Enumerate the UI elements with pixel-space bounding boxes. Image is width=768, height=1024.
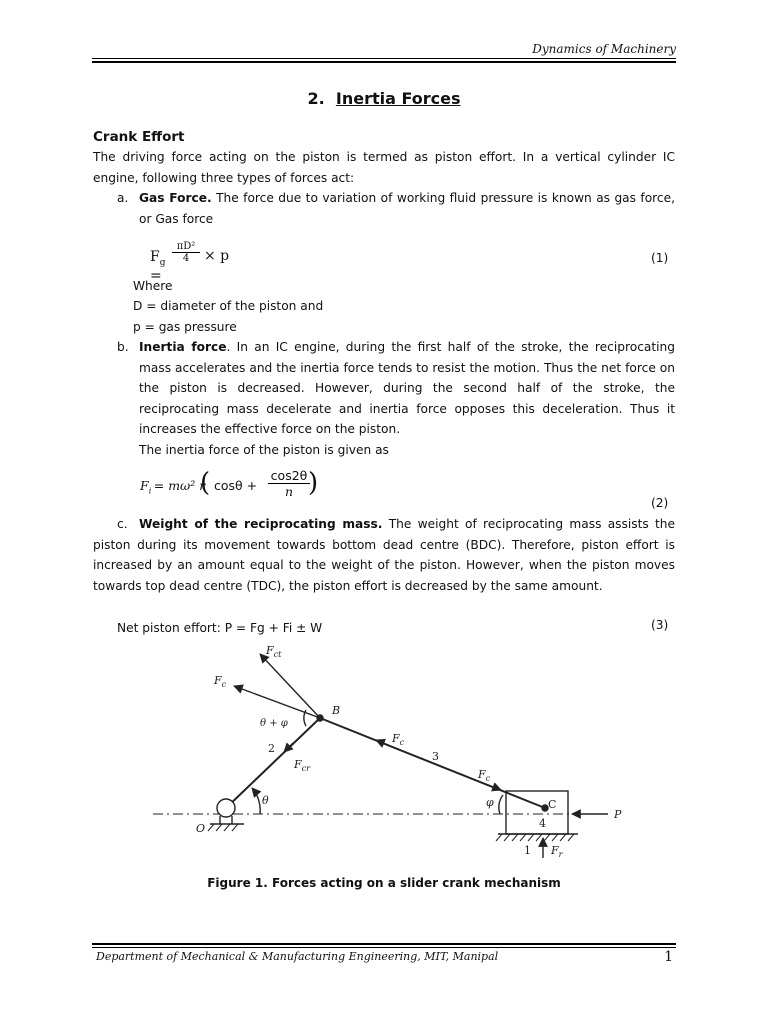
slider-crank-figure bbox=[148, 638, 642, 860]
equation-number-3: (3) bbox=[651, 618, 669, 632]
item-b-term: Inertia force bbox=[139, 340, 227, 354]
equation-inertia-force: $F_i = m\omega^2$ r ( cosθ + cos2θ n ) bbox=[140, 468, 319, 499]
pivot-o bbox=[217, 799, 235, 817]
label-fc-top: $F_c$ bbox=[214, 674, 227, 689]
crank-arrow bbox=[284, 743, 293, 752]
item-c-paragraph bbox=[93, 514, 675, 596]
angle-arc-phi bbox=[499, 795, 503, 814]
rod-arrow-lower bbox=[488, 785, 501, 790]
crank-link bbox=[226, 718, 320, 808]
chapter-number: 2. bbox=[307, 89, 325, 108]
item-b-text: . In an IC engine, during the first half of the stroke, the reciprocating mass accelerates and the inertia force tends to resist the motion. Thus the net force on the piston is decreased. However, during the second half of the stroke, the reciprocating mass decelerate and inertia force opposes this deceleration. Thus it increases the effective force on the piston. bbox=[139, 340, 675, 437]
label-theta: θ bbox=[262, 794, 269, 807]
item-b-marker: b. bbox=[117, 340, 129, 354]
page-number: 1 bbox=[664, 949, 673, 965]
label-angle-top: θ + φ bbox=[260, 718, 288, 729]
label-link-3: 3 bbox=[432, 750, 439, 763]
definition-pressure: p = gas pressure bbox=[133, 320, 237, 334]
inertia-equation-lead: The inertia force of the piston is given as bbox=[139, 443, 389, 457]
ground-o-hatch bbox=[208, 824, 238, 831]
label-fc-link: $F_c$ bbox=[392, 732, 405, 747]
label-o: O bbox=[196, 822, 206, 835]
label-phi: φ bbox=[486, 796, 494, 809]
item-a-paragraph bbox=[139, 188, 675, 229]
slider-block bbox=[506, 791, 568, 834]
rod-arrow-upper bbox=[376, 740, 388, 745]
running-header: Dynamics of Machinery bbox=[532, 42, 676, 56]
force-fct-arrow bbox=[260, 654, 320, 718]
net-piston-effort: Net piston effort: P = Fg + Fi ± W bbox=[117, 621, 323, 635]
item-c-text: The weight of reciprocating mass assists the piston during its movement towards bottom dead centre (BDC). Therefore, piston effort is increased by an amount equal to the weight of the piston. However, when the piston moves towards top dead centre (TDC), the piston effort is decreased by the same amount. bbox=[93, 517, 676, 593]
header-rule-thick bbox=[92, 61, 676, 63]
header-rule bbox=[92, 58, 676, 59]
equation-number-1: (1) bbox=[651, 251, 669, 265]
footer-rule bbox=[92, 947, 676, 948]
definition-diameter: D = diameter of the piston and bbox=[133, 299, 324, 313]
label-link-1: 1 bbox=[524, 844, 531, 857]
label-b: B bbox=[332, 704, 341, 717]
item-a-marker: a. bbox=[117, 191, 129, 205]
label-p: P bbox=[614, 808, 622, 821]
item-a-text: The force due to variation of working fluid pressure is known as gas force, or Gas force bbox=[139, 191, 675, 226]
angle-arc-theta bbox=[252, 788, 260, 814]
label-fc-right: $F_c$ bbox=[478, 768, 491, 783]
connecting-rod bbox=[320, 718, 545, 808]
label-fr: $F_r$ bbox=[551, 844, 563, 859]
figure-caption: Figure 1. Forces acting on a slider crank mechanism bbox=[207, 876, 561, 890]
chapter-title bbox=[0, 89, 768, 108]
chapter-title-text: Inertia Forces bbox=[335, 89, 461, 108]
label-link-2: 2 bbox=[268, 742, 275, 755]
item-c-marker: c. bbox=[117, 517, 128, 531]
item-a-term: Gas Force. bbox=[139, 191, 212, 205]
item-c-term: Weight of the reciprocating mass. bbox=[139, 517, 383, 531]
item-b-paragraph bbox=[139, 337, 675, 440]
label-fct: $F_{ct}$ bbox=[266, 644, 282, 659]
slider-guide-hatch bbox=[496, 834, 574, 841]
section-heading: Crank Effort bbox=[93, 129, 185, 145]
force-fc-arrow bbox=[234, 686, 320, 718]
equation-number-2: (2) bbox=[651, 496, 669, 510]
footer-department: Department of Mechanical & Manufacturing Engineering, MIT, Manipal bbox=[96, 950, 499, 963]
label-fcr: $F_{cr}$ bbox=[294, 758, 310, 773]
footer-rule-thick bbox=[92, 943, 676, 945]
intro-paragraph: The driving force acting on the piston is termed as piston effort. In a vertical cylinder IC engine, following three types of forces act: bbox=[93, 150, 675, 185]
pin-b bbox=[317, 715, 323, 721]
label-c: C bbox=[548, 798, 557, 811]
where-label: Where bbox=[133, 279, 173, 293]
label-link-4: 4 bbox=[539, 817, 546, 830]
